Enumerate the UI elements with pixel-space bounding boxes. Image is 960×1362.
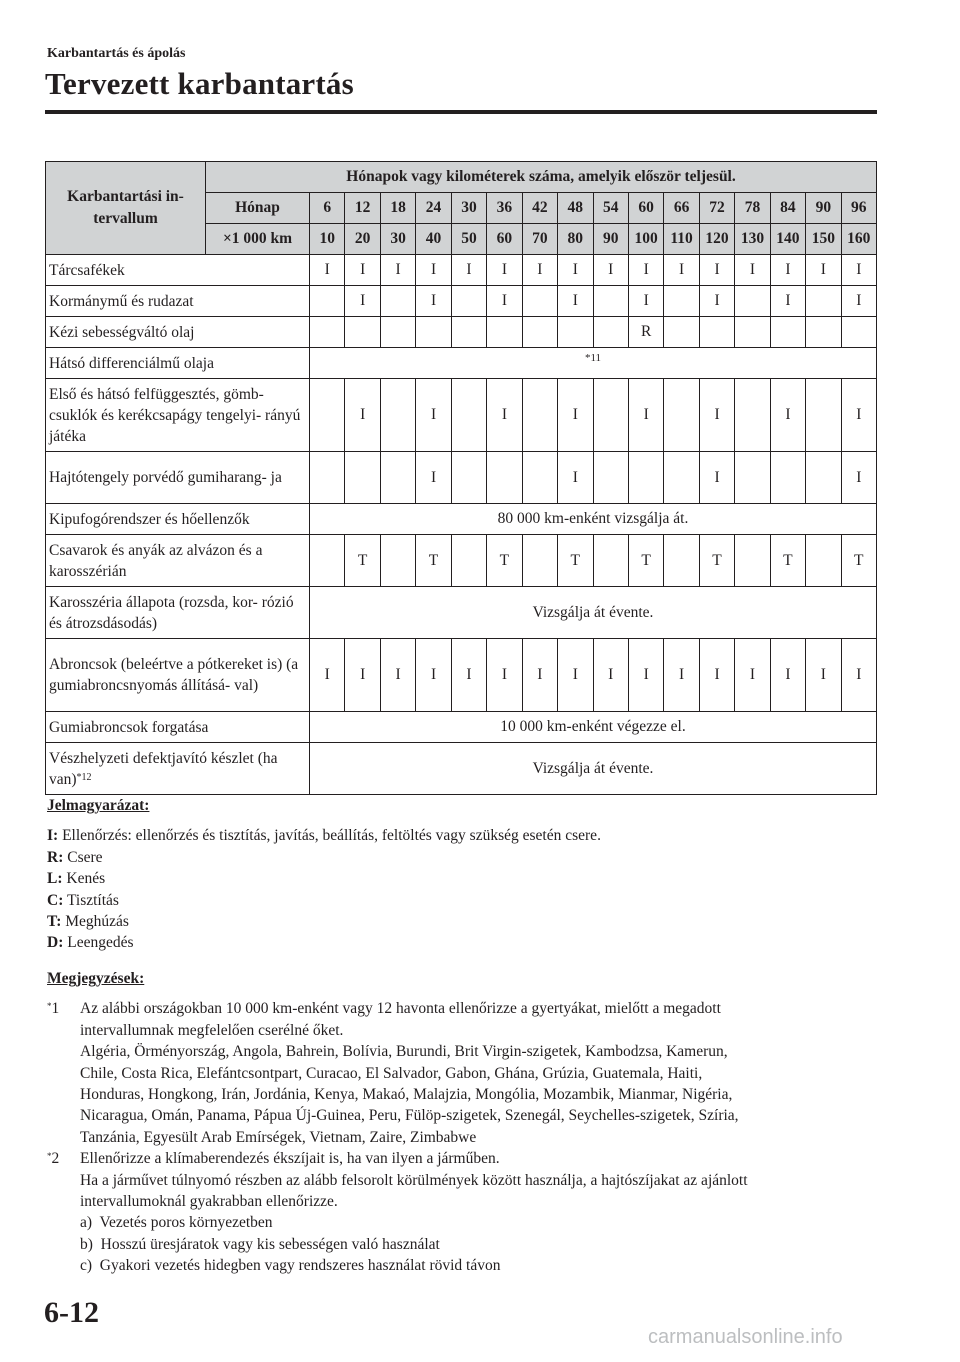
schedule-cell: I [699, 286, 734, 317]
month-header: 66 [664, 193, 699, 224]
legend-text: Meghúzás [65, 913, 129, 931]
months-label: Hónap [206, 193, 310, 224]
month-header: 90 [806, 193, 841, 224]
schedule-cell [345, 452, 380, 504]
km-header: 130 [735, 224, 770, 255]
note-line: Nicaragua, Omán, Panama, Pápua Új-Guinea, Peru, Fülöp-szigetek, Szenegál, Seychelles-szigetek, Szíria, [80, 1107, 739, 1125]
legend [47, 795, 601, 954]
legend-key: C: [47, 891, 64, 909]
schedule-cell [451, 286, 486, 317]
km-header: 150 [806, 224, 841, 255]
row-label: Csavarok és anyák az alvázon és a karosszérián [46, 535, 310, 587]
schedule-cell [735, 379, 770, 452]
schedule-cell: I [841, 639, 876, 712]
km-header: 100 [628, 224, 663, 255]
legend-item [47, 825, 601, 846]
schedule-cell: T [416, 535, 451, 587]
schedule-cell [593, 452, 628, 504]
schedule-cell [806, 535, 841, 587]
schedule-cell: I [451, 255, 486, 286]
table-row [46, 379, 877, 452]
km-header: 80 [558, 224, 593, 255]
km-header: 140 [770, 224, 805, 255]
schedule-cell: I [593, 255, 628, 286]
legend-item [47, 847, 601, 868]
row-span-value: *11 [310, 348, 877, 379]
month-header: 24 [416, 193, 451, 224]
maintenance-table [45, 161, 877, 795]
note-line: Honduras, Hongkong, Irán, Jordánia, Kenya, Makaó, Malajzia, Mongólia, Mozambik, Mianmar, Nigéria, [80, 1086, 733, 1104]
month-header: 42 [522, 193, 557, 224]
km-header: 160 [841, 224, 876, 255]
schedule-cell: I [522, 639, 557, 712]
title-rule [45, 110, 877, 114]
schedule-cell [558, 317, 593, 348]
schedule-cell: I [628, 255, 663, 286]
schedule-cell [487, 317, 522, 348]
schedule-cell [522, 317, 557, 348]
schedule-cell [310, 535, 345, 587]
schedule-cell [664, 452, 699, 504]
schedule-cell [310, 452, 345, 504]
schedule-cell: I [664, 255, 699, 286]
schedule-cell: T [770, 535, 805, 587]
table-row [46, 286, 877, 317]
schedule-cell [522, 452, 557, 504]
note-line: Ellenőrizze a klímaberendezés ékszíjait is, ha van ilyen a járműben. [80, 1150, 500, 1168]
schedule-cell: I [558, 255, 593, 286]
note-number: *1 [47, 1000, 60, 1018]
schedule-cell [310, 317, 345, 348]
schedule-cell [770, 452, 805, 504]
table-row [46, 348, 877, 379]
row-label: Hajtótengely porvédő gumiharang- ja [46, 452, 310, 504]
schedule-cell: I [558, 379, 593, 452]
schedule-cell [735, 535, 770, 587]
km-header: 110 [664, 224, 699, 255]
schedule-cell [806, 286, 841, 317]
month-header: 12 [345, 193, 380, 224]
schedule-cell: I [699, 639, 734, 712]
month-header: 78 [735, 193, 770, 224]
month-header: 30 [451, 193, 486, 224]
schedule-cell: R [628, 317, 663, 348]
schedule-cell: I [380, 639, 415, 712]
schedule-cell: I [416, 286, 451, 317]
table-span-header: Hónapok vagy kilométerek száma, amelyik először teljesül. [206, 162, 877, 193]
month-header: 84 [770, 193, 805, 224]
schedule-cell: I [628, 379, 663, 452]
table-row [46, 587, 877, 639]
row-label: Karosszéria állapota (rozsda, kor- rózió és átrozsdásodás) [46, 587, 310, 639]
schedule-cell [380, 535, 415, 587]
month-header: 18 [380, 193, 415, 224]
schedule-cell: I [628, 286, 663, 317]
note-line: intervallumnak megfelelően cserélné őket. [80, 1021, 344, 1039]
legend-item [47, 868, 601, 889]
schedule-cell: I [770, 286, 805, 317]
legend-key: R: [47, 848, 64, 866]
schedule-cell: I [380, 255, 415, 286]
row-label: Kipufogórendszer és hőellenzők [46, 504, 310, 535]
note-line: Az alábbi országokban 10 000 km-enként vagy 12 havonta ellenőrizze a gyertyákat, mielőtt a megadott [80, 1000, 721, 1018]
km-header: 30 [380, 224, 415, 255]
row-label: Vészhelyzeti defektjavító készlet (ha van)$^{*12}$ [46, 743, 310, 795]
row-label: Gumiabroncsok forgatása [46, 712, 310, 743]
footer-watermark: carmanualsonline.info [648, 1326, 843, 1348]
row-span-value: Vizsgálja át évente. [310, 743, 877, 795]
schedule-cell [806, 379, 841, 452]
note-item [47, 1148, 877, 1276]
schedule-cell [735, 452, 770, 504]
km-label: ×1 000 km [206, 224, 310, 255]
schedule-cell [522, 286, 557, 317]
schedule-cell [451, 452, 486, 504]
schedule-cell: I [416, 639, 451, 712]
table-row [46, 639, 877, 712]
schedule-cell: I [664, 639, 699, 712]
note-line: Tanzánia, Egyesült Arab Emírségek, Vietnam, Zaire, Zimbabwe [80, 1128, 477, 1146]
km-header: 50 [451, 224, 486, 255]
schedule-cell [664, 317, 699, 348]
row-label: Első és hátsó felfüggesztés, gömb- csuklók és kerékcsapágy tengelyi- rányú játéka [46, 379, 310, 452]
schedule-cell [628, 452, 663, 504]
schedule-cell: I [735, 255, 770, 286]
row-span-value: 80 000 km-enként vizsgálja át. [310, 504, 877, 535]
legend-item [47, 890, 601, 911]
schedule-cell: I [841, 286, 876, 317]
schedule-cell: I [841, 379, 876, 452]
legend-text: Leengedés [67, 934, 134, 952]
km-header: 10 [310, 224, 345, 255]
schedule-cell [841, 317, 876, 348]
schedule-cell [593, 317, 628, 348]
schedule-cell: I [770, 639, 805, 712]
schedule-cell [593, 535, 628, 587]
table-corner-header: Karbantartási in- tervallum [46, 162, 206, 255]
schedule-cell [735, 286, 770, 317]
schedule-cell [380, 452, 415, 504]
schedule-cell: I [487, 286, 522, 317]
schedule-cell [770, 317, 805, 348]
schedule-cell: I [841, 255, 876, 286]
table-row [46, 535, 877, 587]
schedule-cell: I [487, 639, 522, 712]
schedule-cell [593, 286, 628, 317]
schedule-cell: I [558, 452, 593, 504]
schedule-cell: T [558, 535, 593, 587]
schedule-cell [345, 317, 380, 348]
note-line: a) Vezetés poros környezetben [80, 1214, 273, 1232]
schedule-cell: T [628, 535, 663, 587]
schedule-cell: I [699, 255, 734, 286]
row-label: Kézi sebességváltó olaj [46, 317, 310, 348]
month-header: 36 [487, 193, 522, 224]
schedule-cell [806, 452, 841, 504]
km-header: 60 [487, 224, 522, 255]
table-row [46, 255, 877, 286]
schedule-cell [451, 379, 486, 452]
note-line: b) Hosszú üresjáratok vagy kis sebességen való használat [80, 1235, 440, 1253]
schedule-cell [451, 535, 486, 587]
section-header: Karbantartás és ápolás [47, 46, 186, 61]
table-row [46, 504, 877, 535]
schedule-cell: I [699, 379, 734, 452]
notes-title: Megjegyzések: [47, 970, 145, 987]
schedule-cell: I [310, 639, 345, 712]
row-label: Tárcsafékek [46, 255, 310, 286]
row-span-value: Vizsgálja át évente. [310, 587, 877, 639]
row-label: Hátsó differenciálmű olaja [46, 348, 310, 379]
schedule-cell: I [806, 255, 841, 286]
schedule-cell [380, 317, 415, 348]
km-header: 90 [593, 224, 628, 255]
month-header: 72 [699, 193, 734, 224]
schedule-cell: I [345, 286, 380, 317]
note-line: c) Gyakori vezetés hidegben vagy rendszeres használat rövid távon [80, 1257, 501, 1275]
note-line: Algéria, Örményország, Angola, Bahrein, Bolívia, Burundi, Brit Virgin-szigetek, Kambodzsa, Kamerun, [80, 1043, 728, 1061]
schedule-cell: I [487, 255, 522, 286]
schedule-cell: I [487, 379, 522, 452]
schedule-cell: I [522, 255, 557, 286]
schedule-cell: I [770, 379, 805, 452]
table-row [46, 452, 877, 504]
schedule-cell: I [628, 639, 663, 712]
schedule-cell [735, 317, 770, 348]
legend-title: Jelmagyarázat: [47, 797, 150, 814]
schedule-cell: I [699, 452, 734, 504]
schedule-cell [451, 317, 486, 348]
month-header: 54 [593, 193, 628, 224]
legend-key: D: [47, 934, 64, 952]
schedule-cell [487, 452, 522, 504]
schedule-cell: I [416, 452, 451, 504]
schedule-cell [310, 286, 345, 317]
legend-text: Kenés [66, 870, 106, 888]
schedule-cell: T [487, 535, 522, 587]
schedule-cell [664, 535, 699, 587]
legend-key: L: [47, 870, 63, 888]
legend-key: T: [47, 913, 62, 931]
schedule-cell [664, 286, 699, 317]
note-number: *2 [47, 1150, 60, 1168]
page-title: Tervezett karbantartás [45, 66, 354, 101]
schedule-cell [416, 317, 451, 348]
schedule-cell [380, 379, 415, 452]
notes [47, 968, 877, 1277]
schedule-cell: I [451, 639, 486, 712]
schedule-cell [664, 379, 699, 452]
note-item [47, 998, 877, 1148]
note-line: intervallumoknál gyakrabban ellenőrizze. [80, 1193, 338, 1211]
schedule-cell: I [416, 255, 451, 286]
note-line: Ha a járművet túlnyomó részben az alább felsorolt körülmények között használja, a hajtószíjakat az ajánlott [80, 1171, 748, 1189]
row-span-value: 10 000 km-enként végezze el. [310, 712, 877, 743]
schedule-cell: I [558, 639, 593, 712]
legend-item [47, 911, 601, 932]
schedule-cell: T [841, 535, 876, 587]
schedule-cell [310, 379, 345, 452]
schedule-cell [806, 317, 841, 348]
month-header: 96 [841, 193, 876, 224]
schedule-cell: I [345, 379, 380, 452]
table-row [46, 317, 877, 348]
month-header: 60 [628, 193, 663, 224]
km-header: 120 [699, 224, 734, 255]
km-header: 20 [345, 224, 380, 255]
legend-text: Ellenőrzés: ellenőrzés és tisztítás, javítás, beállítás, feltöltés vagy szükség esetén csere. [62, 827, 601, 845]
schedule-cell: I [593, 639, 628, 712]
schedule-cell [380, 286, 415, 317]
row-label-footnote: *12 [76, 771, 92, 783]
table-row [46, 712, 877, 743]
schedule-cell: T [345, 535, 380, 587]
page-number: 6-12 [44, 1296, 99, 1329]
km-header: 70 [522, 224, 557, 255]
row-label: Kormánymű és rudazat [46, 286, 310, 317]
schedule-cell: T [699, 535, 734, 587]
schedule-cell: I [841, 452, 876, 504]
table-row [46, 743, 877, 795]
legend-item [47, 932, 601, 953]
legend-text: Tisztítás [66, 891, 119, 909]
month-header: 48 [558, 193, 593, 224]
schedule-cell [699, 317, 734, 348]
schedule-cell: I [345, 255, 380, 286]
legend-key: I: [47, 827, 59, 845]
schedule-cell: I [310, 255, 345, 286]
month-header: 6 [310, 193, 345, 224]
schedule-cell [593, 379, 628, 452]
schedule-cell: I [770, 255, 805, 286]
schedule-cell [522, 379, 557, 452]
km-header: 40 [416, 224, 451, 255]
schedule-cell: I [345, 639, 380, 712]
legend-text: Csere [67, 848, 103, 866]
schedule-cell: I [416, 379, 451, 452]
row-label: Abroncsok (beleértve a pótkereket is) (a gumiabroncsnyomás állításá- val) [46, 639, 310, 712]
schedule-cell [522, 535, 557, 587]
schedule-cell: I [806, 639, 841, 712]
schedule-cell: I [558, 286, 593, 317]
schedule-cell: I [735, 639, 770, 712]
note-line: Chile, Costa Rica, Elefántcsontpart, Curacao, El Salvador, Gabon, Ghána, Grúzia, Guatemala, Haiti, [80, 1064, 703, 1082]
